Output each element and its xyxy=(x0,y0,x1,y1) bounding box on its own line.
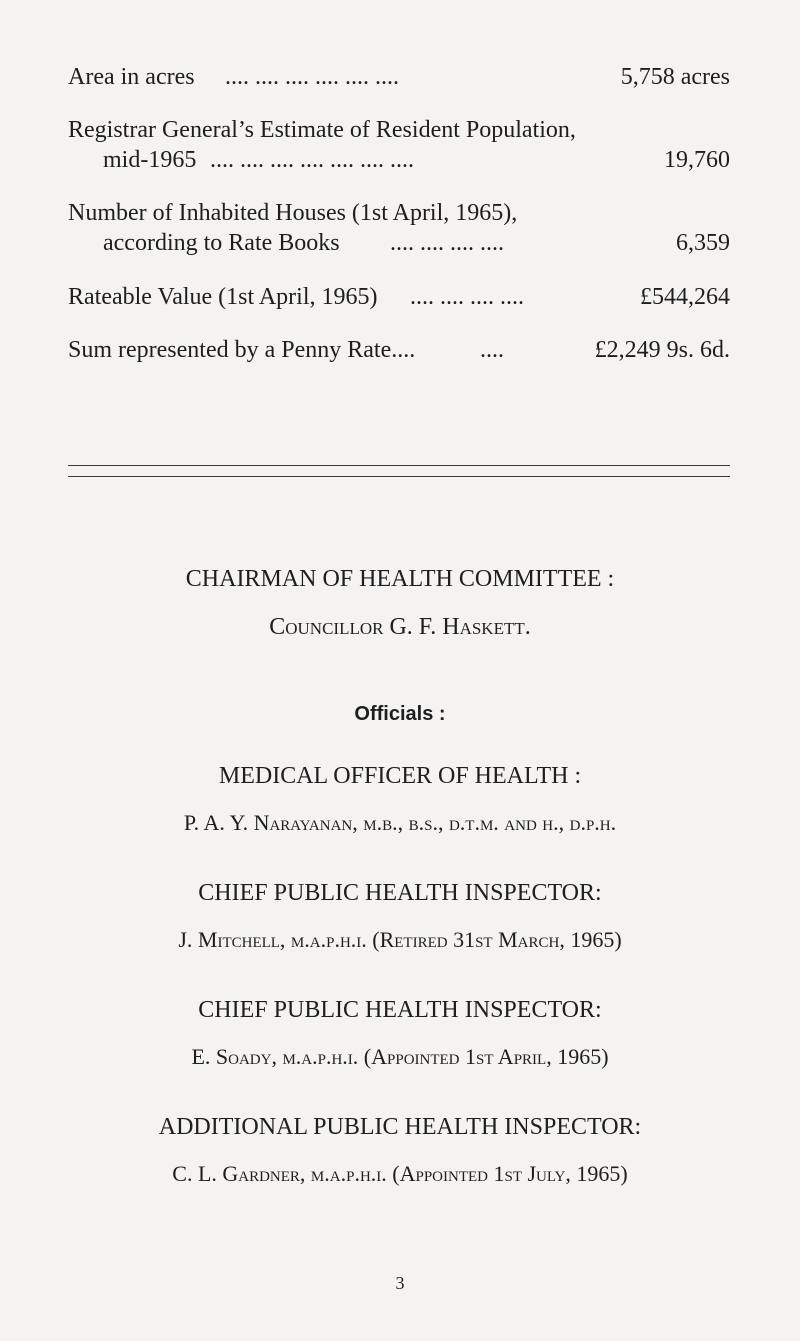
penny-value: £2,249 9s. 6d. xyxy=(594,337,730,363)
area-label: Area in acres xyxy=(68,64,195,90)
chairman-name: Councillor G. F. Haskett. xyxy=(269,614,531,640)
area-dots: .... .... .... .... .... .... xyxy=(225,64,399,90)
houses-dots: .... .... .... .... xyxy=(390,230,504,256)
houses-label-line2: according to Rate Books xyxy=(103,230,340,256)
role-title: MEDICAL OFFICER OF HEALTH : xyxy=(218,763,582,789)
houses-label-line1: Number of Inhabited Houses (1st April, 1965), xyxy=(68,200,518,226)
role-title: ADDITIONAL PUBLIC HEALTH INSPECTOR: xyxy=(158,1114,642,1140)
page-number: 3 xyxy=(395,1273,405,1293)
population-value: 19,760 xyxy=(664,147,730,173)
role-name: E. Soady, m.a.p.h.i. (Appointed 1st April, 1965) xyxy=(191,1044,609,1069)
officials-heading: Officials : xyxy=(354,703,446,725)
population-label-line1: Registrar General’s Estimate of Resident Population, xyxy=(68,117,576,143)
rateable-label: Rateable Value (1st April, 1965) xyxy=(68,284,378,310)
role-title: CHIEF PUBLIC HEALTH INSPECTOR: xyxy=(198,997,602,1023)
role-name: J. Mitchell, m.a.p.h.i. (Retired 31st March, 1965) xyxy=(178,927,622,952)
divider-rule xyxy=(68,465,730,466)
area-value: 5,758 acres xyxy=(620,64,730,90)
rateable-dots: .... .... .... .... xyxy=(410,284,524,310)
penny-label: Sum represented by a Penny Rate.... xyxy=(68,337,416,363)
houses-value: 6,359 xyxy=(676,230,730,256)
divider-rule xyxy=(68,476,730,477)
population-dots: .... .... .... .... .... .... .... xyxy=(210,147,414,173)
committee-heading: CHAIRMAN OF HEALTH COMMITTEE : xyxy=(185,566,615,592)
role-name: C. L. Gardner, m.a.p.h.i. (Appointed 1st July, 1965) xyxy=(172,1161,628,1186)
role-title: CHIEF PUBLIC HEALTH INSPECTOR: xyxy=(198,880,602,906)
rateable-value: £544,264 xyxy=(640,284,730,310)
role-name: P. A. Y. Narayanan, m.b., b.s., d.t.m. and h., d.p.h. xyxy=(183,810,617,835)
population-label-line2: mid-1965 xyxy=(103,147,197,173)
penny-dots: .... xyxy=(480,337,504,363)
